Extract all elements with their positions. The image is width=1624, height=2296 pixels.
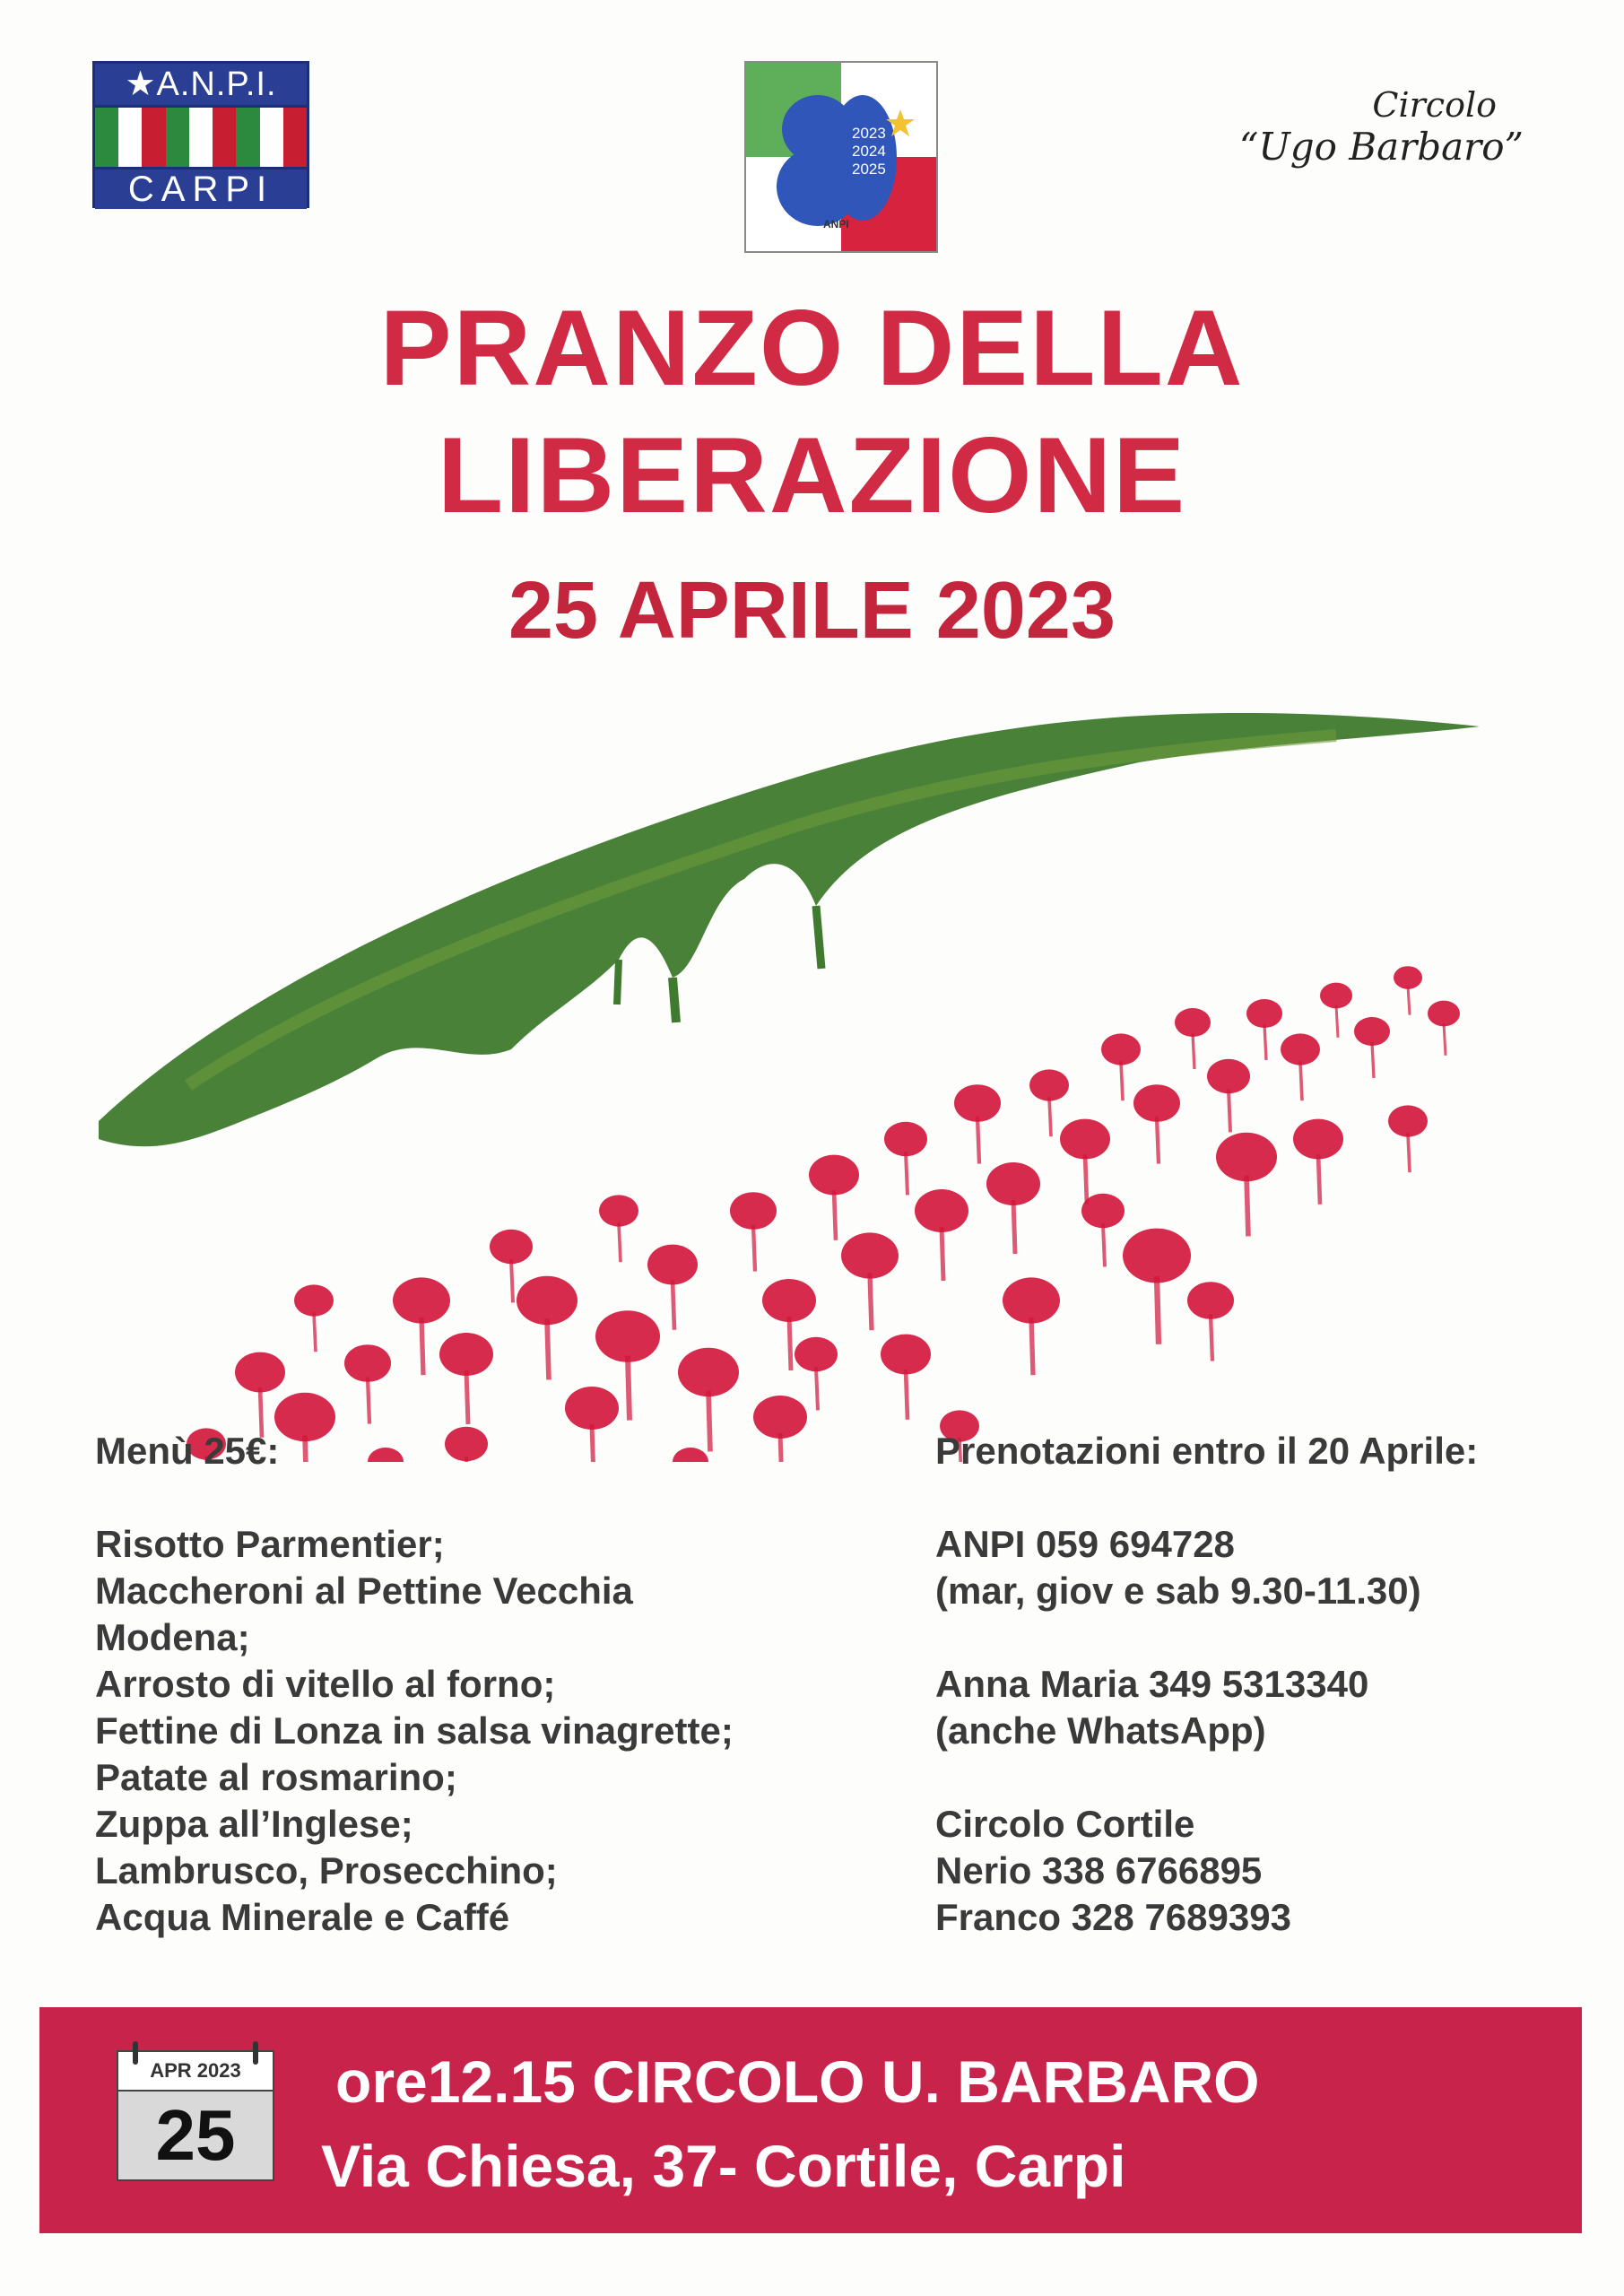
anniversary-logo: [744, 61, 938, 253]
menu-heading: Menù 25€:: [95, 1430, 280, 1472]
menu-item: Patate al rosmarino;: [95, 1756, 457, 1798]
calendar-day: 25: [117, 2090, 274, 2181]
banner-address: Via Chiesa, 37- Cortile, Carpi: [321, 2133, 1126, 2199]
anpi-logo-bottom: CARPI: [95, 170, 307, 209]
nerio-phone: Nerio 338 6766895: [935, 1849, 1263, 1892]
poppies-painting: [81, 673, 1533, 1466]
anniversary-anpi-text: ANPI: [823, 218, 849, 230]
anna-maria-note: (anche WhatsApp): [935, 1709, 1266, 1752]
page-title-line1: PRANZO DELLA: [379, 288, 1245, 408]
anniversary-year-1: 2023: [852, 125, 886, 142]
circolo-name: “Ugo Barbaro”: [1238, 125, 1524, 169]
anpi-phone: ANPI 059 694728: [935, 1523, 1235, 1565]
menu-item: Maccheroni al Pettine Vecchia: [95, 1570, 633, 1612]
menu-item: Acqua Minerale e Caffé: [95, 1896, 510, 1938]
booking-section: [935, 1428, 1478, 1941]
circolo-cortile-label: Circolo Cortile: [935, 1803, 1195, 1845]
menu-item: Zuppa all’Inglese;: [95, 1803, 413, 1845]
circolo-label: Circolo: [1372, 85, 1497, 125]
menu-section: [95, 1428, 734, 1941]
menu-item: Arrosto di vitello al forno;: [95, 1663, 556, 1705]
anniversary-year-2: 2024: [852, 143, 886, 160]
menu-item: Risotto Parmentier;: [95, 1523, 445, 1565]
menu-item: Lambrusco, Prosecchino;: [95, 1849, 558, 1892]
calendar-month: APR 2023: [117, 2050, 274, 2090]
anna-maria-phone: Anna Maria 349 5313340: [935, 1663, 1369, 1705]
banner-text: [321, 2039, 1260, 2208]
franco-phone: Franco 328 7689393: [935, 1896, 1291, 1938]
banner-time-venue: ore12.15 CIRCOLO U. BARBARO: [335, 2048, 1260, 2115]
event-banner: [39, 2007, 1582, 2233]
anpi-logo-top: ★A.N.P.I.: [95, 64, 307, 105]
anniversary-year-3: 2025: [852, 161, 886, 178]
event-date-heading: 25 APRILE 2023: [508, 566, 1116, 656]
menu-item: Modena;: [95, 1616, 250, 1658]
circolo-ugo-barbaro-logo: [1239, 85, 1524, 169]
anpi-carpi-logo: [92, 61, 309, 208]
page-title-line2: LIBERAZIONE: [437, 415, 1187, 535]
calendar-icon: [117, 2050, 274, 2185]
booking-heading: Prenotazioni entro il 20 Aprile:: [935, 1430, 1479, 1472]
menu-item: Fettine di Lonza in salsa vinagrette;: [95, 1709, 734, 1752]
anpi-logo-flag: [95, 105, 307, 170]
anpi-hours: (mar, giov e sab 9.30-11.30): [935, 1570, 1421, 1612]
